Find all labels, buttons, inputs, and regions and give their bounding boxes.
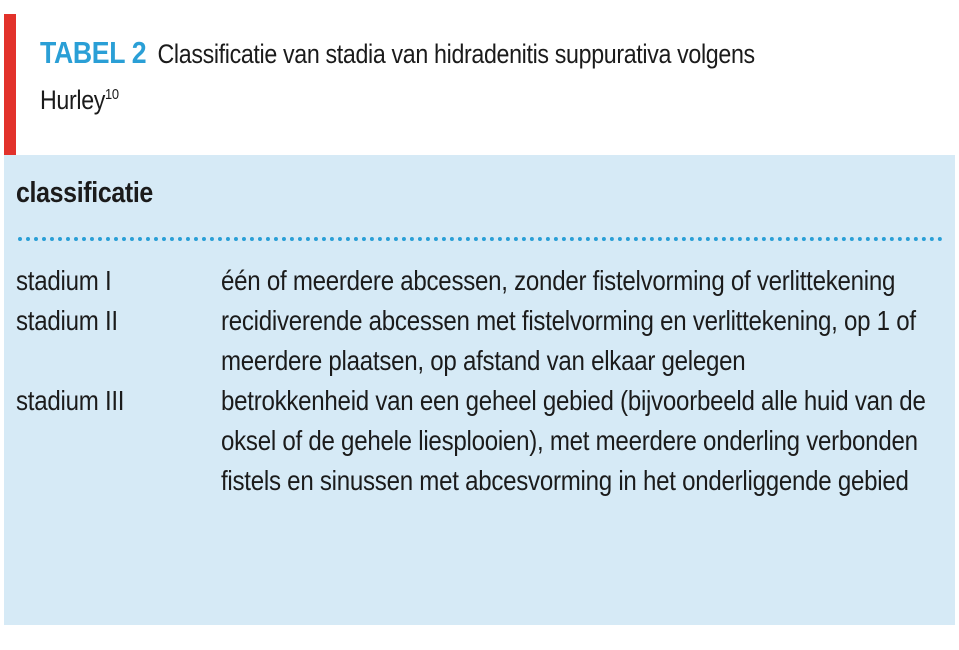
stage-label: stadium I xyxy=(16,265,112,296)
table-body xyxy=(4,261,955,501)
table-caption: Classificatie van stadia van hidradenitis suppurativa volgens Hurley xyxy=(40,39,755,115)
table-title xyxy=(40,30,814,123)
table-number-label: TABEL 2 xyxy=(40,35,147,70)
classification-table xyxy=(4,155,955,625)
stage-description: betrokkenheid van een geheel gebied (bijvoorbeeld alle huid van de oksel of de gehele liesplooien), met meerdere onderling verbonden fistels en sinussen met abcesvorming in het onderliggende gebied xyxy=(221,385,926,496)
column-header-classificatie: classificatie xyxy=(16,177,153,209)
stage-description: recidiverende abcessen met fistelvorming en verlittekening, op 1 of meerdere plaatsen, op afstand van elkaar gelegen xyxy=(221,305,916,376)
accent-bar xyxy=(4,14,16,156)
table-row xyxy=(4,261,955,301)
reference-superscript: 10 xyxy=(105,86,119,103)
stage-description: één of meerdere abcessen, zonder fistelvorming of verlittekening xyxy=(221,265,896,296)
dotted-divider xyxy=(18,237,943,241)
stage-label: stadium II xyxy=(16,305,118,336)
table-row xyxy=(4,381,955,501)
table-row xyxy=(4,301,955,381)
stage-label: stadium III xyxy=(16,385,125,416)
